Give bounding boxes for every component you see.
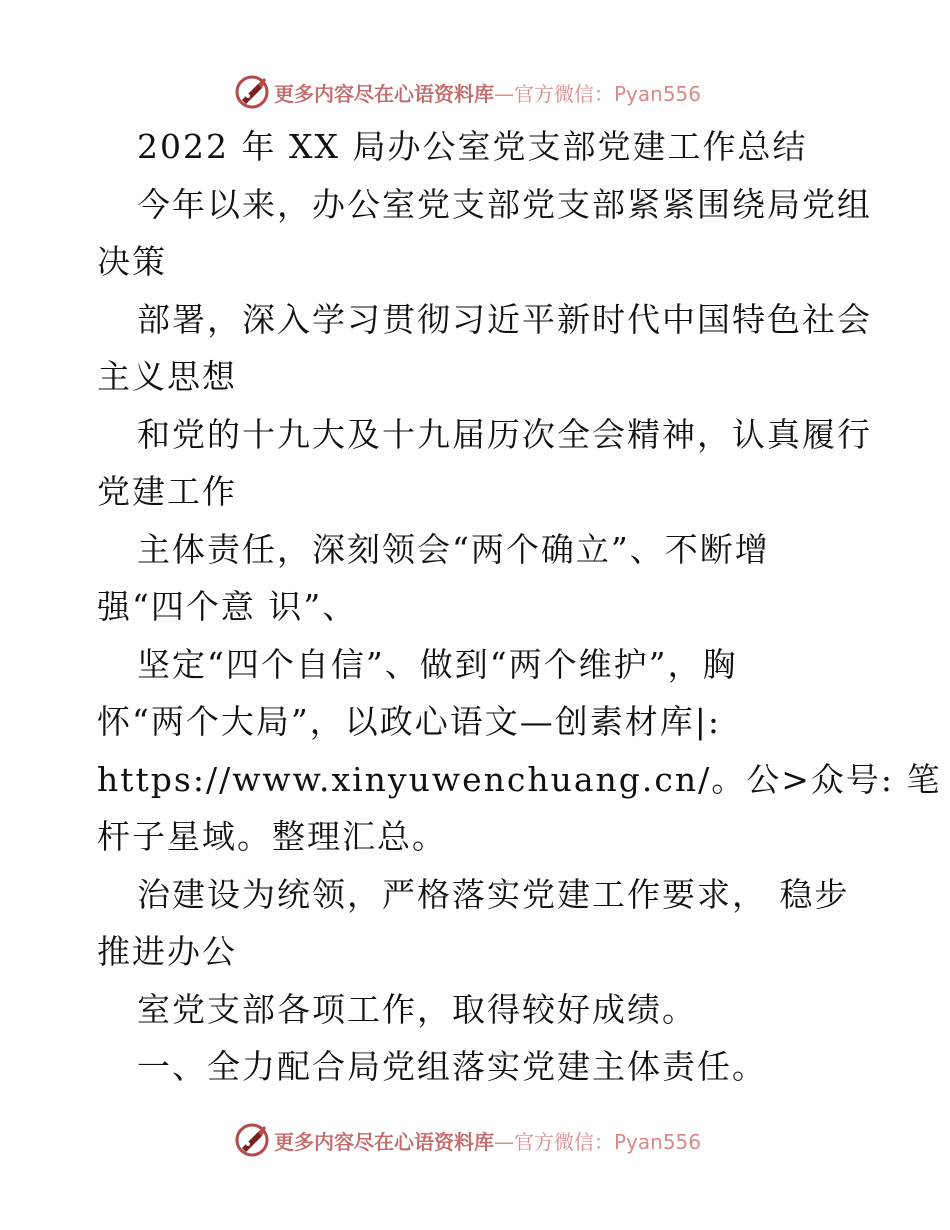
text-line: 部署，深入学习贯彻习近平新时代中国特色社会	[137, 299, 872, 339]
text-line: 坚定“四个自信”、做到“两个维护”，胸	[137, 644, 738, 684]
text-line: 推进办公	[97, 932, 237, 971]
banner-wechat-label: 官方微信：	[514, 1129, 614, 1154]
text-line: 党建工作	[97, 472, 237, 511]
banner-dash: —	[494, 81, 514, 106]
text-line: 杆子星域。整理汇总。	[97, 817, 447, 856]
text-line: 强“四个意 识”、	[97, 587, 358, 626]
banner-wechat-id: Pyan556	[614, 1129, 702, 1154]
document-body	[97, 118, 942, 1096]
text-line: 决策	[97, 242, 167, 281]
banner-dash: —	[494, 1129, 514, 1154]
document-title: 2022 年 XX 局办公室党支部党建工作总结	[137, 127, 808, 166]
banner-main-text: 更多内容尽在心语资料库	[274, 81, 494, 106]
pen-logo-icon	[234, 74, 270, 110]
pen-logo-icon	[234, 1122, 270, 1158]
text-line: 治建设为统领，严格落实党建工作要求， 稳步	[137, 874, 850, 914]
text-line: 主体责任，深刻领会“两个确立”、不断增	[137, 529, 770, 569]
footer-banner-text	[274, 1126, 701, 1155]
banner-wechat-id: Pyan556	[614, 81, 702, 106]
text-line: 怀“两个大局”，以政心语文—创素材库|:	[97, 702, 721, 741]
banner-wechat-label: 官方微信：	[514, 81, 614, 106]
banner-main-text: 更多内容尽在心语资料库	[274, 1129, 494, 1154]
text-line: 和党的十九大及十九届历次全会精神，认真履行	[137, 414, 872, 454]
section-heading: 一、全力配合局党组落实党建主体责任。	[137, 1047, 767, 1086]
text-line: 今年以来，办公室党支部党支部紧紧围绕局党组	[137, 184, 872, 224]
text-line: 主义思想	[97, 357, 237, 396]
text-line-url: https://www.xinyuwenchuang.cn/。公>众号: 笔	[97, 759, 942, 799]
header-watermark-banner	[234, 72, 701, 112]
footer-watermark-banner	[234, 1120, 701, 1160]
header-banner-text	[274, 78, 701, 107]
text-line: 室党支部各项工作，取得较好成绩。	[137, 989, 697, 1029]
